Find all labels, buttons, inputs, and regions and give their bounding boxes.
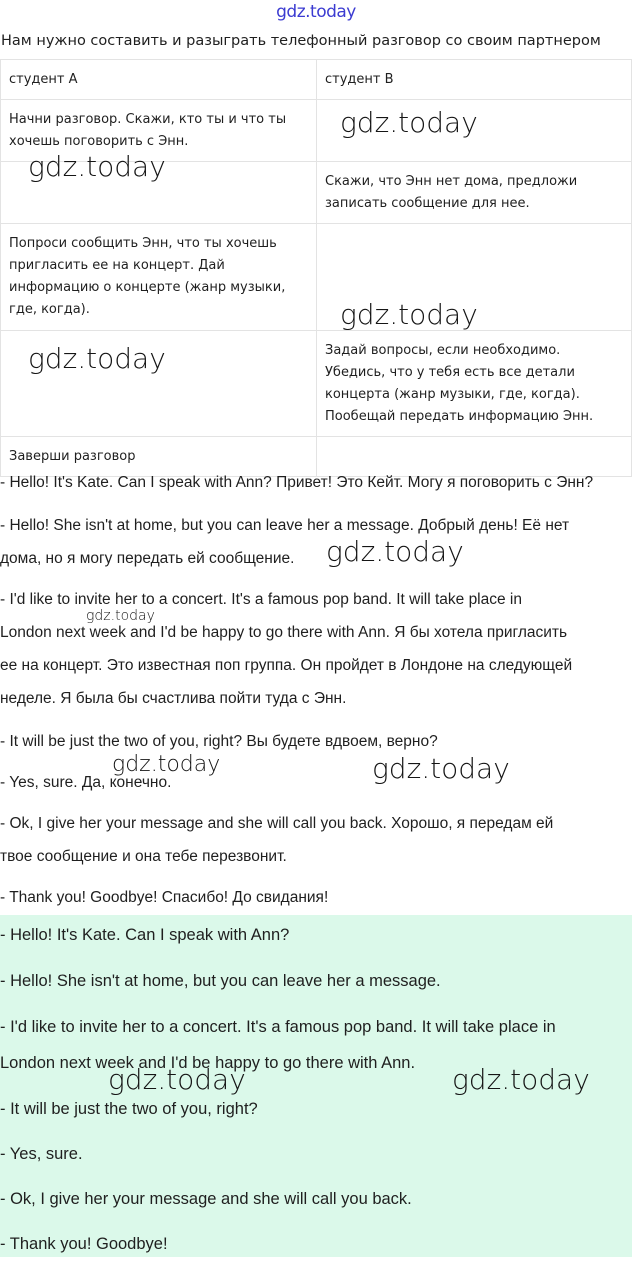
dialogue-line: дома, но я могу передать ей сообщение. bbox=[0, 550, 295, 567]
dialogue-line: - Yes, sure. Да, конечно. bbox=[0, 774, 172, 791]
dialogue-line: - Thank you! Goodbye! bbox=[0, 1235, 168, 1253]
dialogue-line: London next week and I'd be happy to go there with Ann. Я бы хотела пригласить bbox=[0, 624, 568, 641]
table-header-row bbox=[1, 60, 632, 100]
dialogue-line: - Ok, I give her your message and she will call you back. Хорошо, я передам ей bbox=[0, 815, 554, 832]
watermark: gdz.today bbox=[28, 150, 166, 183]
table-cell: Начни разговор. Скажи, кто ты и что ты хочешь поговорить с Энн. bbox=[1, 100, 317, 162]
watermark: gdz.today bbox=[28, 342, 166, 375]
table-header-cell: студент В bbox=[317, 60, 632, 100]
dialogue-line: - It will be just the two of you, right? Вы будете вдвоем, верно? bbox=[0, 733, 438, 750]
dialogue-line: неделе. Я была бы счастлива пойти туда с Энн. bbox=[0, 690, 347, 707]
watermark: gdz.today bbox=[112, 752, 221, 777]
dialogue-line: - Hello! It's Kate. Can I speak with Ann? bbox=[0, 926, 290, 944]
dialogue-line: ее на концерт. Это известная поп группа. Он пройдет в Лондоне на следующей bbox=[0, 657, 573, 674]
site-logo[interactable]: gdz.today bbox=[276, 2, 356, 22]
dialogue-line: - It will be just the two of you, right? bbox=[0, 1100, 258, 1118]
table-cell: Попроси сообщить Энн, что ты хочешь пригласить ее на концерт. Дай информацию о концерте (жанр музыки, где, когда). bbox=[1, 224, 317, 331]
dialogue-line: - Yes, sure. bbox=[0, 1145, 83, 1163]
table-header-cell: студент А bbox=[1, 60, 317, 100]
watermark: gdz.today bbox=[340, 106, 478, 139]
watermark: gdz.today bbox=[452, 1063, 590, 1096]
dialogue-with-translation bbox=[0, 466, 632, 914]
table-cell: Скажи, что Энн нет дома, предложи записать сообщение для нее. bbox=[317, 162, 632, 224]
table-cell: Заверши разговор bbox=[1, 437, 317, 477]
table-row bbox=[1, 224, 632, 331]
watermark: gdz.today bbox=[326, 535, 464, 568]
watermark: gdz.today bbox=[340, 298, 478, 331]
dialogue-line: - Hello! She isn't at home, but you can leave her a message. Добрый день! Её нет bbox=[0, 517, 570, 534]
roles-table bbox=[0, 59, 632, 477]
dialogue-line: - Hello! It's Kate. Can I speak with Ann? Привет! Это Кейт. Могу я поговорить с Энн? bbox=[0, 474, 594, 491]
watermark: gdz.today bbox=[86, 608, 155, 624]
dialogue-line: - I'd like to invite her to a concert. It's a famous pop band. It will take place in bbox=[0, 1018, 556, 1036]
watermark: gdz.today bbox=[372, 752, 510, 785]
dialogue-line: твое сообщение и она тебе перезвонит. bbox=[0, 848, 287, 865]
table-cell: Задай вопросы, если необходимо. Убедись, что у тебя есть все детали концерта (жанр музыки, где, когда). Пообещай передать информацию Энн. bbox=[317, 331, 632, 437]
dialogue-line: - Ok, I give her your message and she will call you back. bbox=[0, 1190, 412, 1208]
dialogue-line: - Thank you! Goodbye! Спасибо! До свидания! bbox=[0, 889, 329, 906]
dialogue-line: - I'd like to invite her to a concert. It's a famous pop band. It will take place in bbox=[0, 591, 522, 608]
dialogue-line: London next week and I'd be happy to go there with Ann. bbox=[0, 1054, 416, 1072]
watermark: gdz.today bbox=[108, 1063, 246, 1096]
task-instruction: Нам нужно составить и разыграть телефонный разговор со своим партнером bbox=[1, 33, 601, 49]
dialogue-line: - Hello! She isn't at home, but you can leave her a message. bbox=[0, 972, 441, 990]
